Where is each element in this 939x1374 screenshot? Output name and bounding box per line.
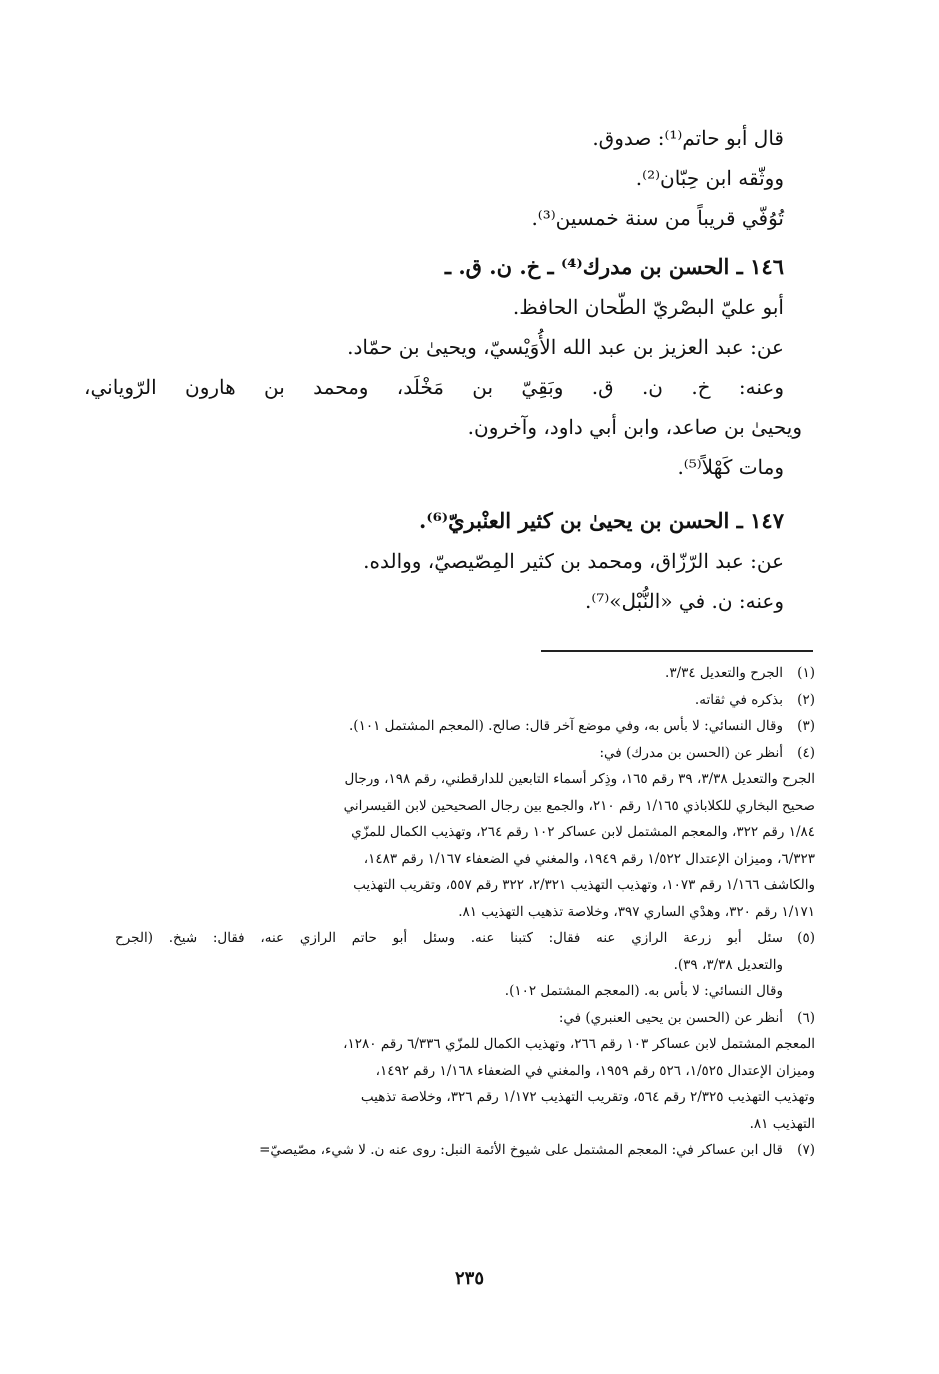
footnote: [115, 687, 815, 714]
footnote-number: (٢): [797, 691, 815, 708]
footnote-line: أنظر عن (الحسن بن مدرك) في:: [599, 744, 783, 761]
footnote-line: أنظر عن (الحسن بن يحيى العنبري) في:: [558, 1009, 783, 1026]
text-line: عن: عبد العزيز بن عبد الله الأُوَيْسيّ، ويحيىٰ بن حمّاد.: [347, 335, 784, 359]
footnote-line: بذكره في ثقاته.: [694, 691, 783, 708]
text-line: ويحيىٰ بن صاعد، وابن أبي داود، وآخرون.: [467, 415, 802, 439]
main-text: [84, 118, 802, 621]
text-line: ووثّقه ابن حِبّان⁽²⁾.: [635, 166, 784, 190]
footnotes: [115, 660, 815, 1164]
footnote: [115, 1005, 815, 1032]
footnote-line: قال ابن عساكر في: المعجم المشتمل على شيوخ الأئمة النبل: روى عنه ن. لا شيء، مصّيصيّ=: [259, 1142, 783, 1158]
footnote-number: (٧): [797, 1142, 815, 1158]
footnote-line: المعجم المشتمل لابن عساكر ١٠٣ رقم ٢٦٦، وتهذيب الكمال للمزّي ٦/٣٣٦ رقم ١٢٨٠،: [343, 1036, 815, 1052]
footnote-body: [115, 766, 815, 925]
footnote-line: وقال النسائي: لا بأس به. (المعجم المشتمل ١٠٢).: [504, 983, 783, 999]
text-line: قال أبو حاتم⁽¹⁾: صدوق.: [592, 126, 784, 150]
footnote-line: وتهذيب التهذيب ٢/٣٢٥ رقم ٥٦٤، وتقريب التهذيب ١/١٧٢ رقم ٣٢٦، وخلاصة تذهيب: [360, 1089, 815, 1105]
footnote: [115, 1137, 815, 1164]
footnote-line: ١/٨٤ رقم ٣٢٢، والمعجم المشتمل لابن عساكر ١٠٢ رقم ٢٦٤، وتهذيب الكمال للمزّي: [351, 824, 815, 840]
footnote-body: [115, 1031, 815, 1137]
footnote: [115, 740, 815, 767]
footnote-line: الجرح والتعديل ٣/٣٨، ٣٩ رقم ١٦٥، وذِكر أسماء التابعين للدارقطني، رقم ١٩٨، ورجال: [344, 771, 815, 787]
footnote-line: ٦/٣٢٣، وميزان الإعتدال ١/٥٢٢ رقم ١٩٤٩، والمغني في الضعفاء ١/١٦٧ رقم ١٤٨٣،: [363, 850, 815, 867]
page-number: ٢٣٥: [454, 1268, 484, 1289]
footnote-line: سئل أبو زرعة الرازي عنه فقال: كتبنا عنه. وسئل أبو حاتم الرازي عنه، فقال: شيخ. (الجرح: [115, 930, 783, 946]
footnote: [115, 925, 815, 1005]
footnote-line: صحيح البخاري للكلاباذي ١/١٦٥ رقم ٢١٠، والجمع بين رجال الصحيحين لابن القيسراني: [343, 797, 815, 814]
footnote-number: (١): [797, 665, 815, 681]
footnote-number: (٣): [797, 718, 815, 734]
footnote-line: وقال النسائي: لا بأس به، وفي موضع آخر قال: صالح. (المعجم المشتمل ١٠١).: [349, 718, 783, 734]
footnote: [115, 660, 815, 687]
footnote-line: والكاشف ١/١٦٦ رقم ١٠٧٣، وتهذيب التهذيب ٢/٣٢١، ٣٢٢ رقم ٥٥٧، وتقريب التهذيب: [353, 877, 815, 893]
footnote-line: والتعديل ٣/٣٨، ٣٩).: [673, 956, 783, 973]
text-line: تُوُفّي قريباً من سنة خمسين⁽³⁾.: [531, 206, 784, 230]
footnote-line: التهذيب ٨١.: [749, 1115, 815, 1132]
footnote-number: (٦): [797, 1009, 815, 1026]
entry-147-heading: ١٤٧ ـ الحسن بن يحيىٰ بن كثير العنْبريّ⁽⁶⁾.: [419, 508, 784, 533]
text-line: أبو عليّ البصْريّ الطّحان الحافظ.: [512, 295, 784, 319]
footnote-line: الجرح والتعديل ٣/٣٤.: [665, 665, 783, 681]
footnote-line: وميزان الإعتدال ١/٥٢٥، ٥٢٦ رقم ١٩٥٩، والمغني في الضعفاء ١/١٦٨ رقم ١٤٩٢،: [375, 1062, 815, 1079]
footnote-number: (٥): [797, 930, 815, 946]
entry-146-heading: ١٤٦ ـ الحسن بن مدرك⁽⁴⁾ ـ خ. ن. ق. ـ: [444, 254, 784, 279]
footnote-number: (٤): [797, 744, 815, 761]
text-line: وعنه: خ. ن. ق. وبَقِيّ بن مَخْلَد، ومحمد بن هارون الرّوياني،: [84, 375, 784, 399]
text-line: عن: عبد الرّزّاق، ومحمد بن كثير المِصّيصيّ، ووالده.: [363, 549, 784, 573]
footnote-line: ١/١٧١ رقم ٣٢٠، وهدْي الساري ٣٩٧، وخلاصة تذهيب التهذيب ٨١.: [458, 903, 815, 920]
text-line: ومات كَهْلاً⁽⁵⁾.: [677, 455, 784, 479]
text-line: وعنه: ن. في «النُّبْل»⁽⁷⁾.: [585, 589, 784, 613]
footnote-separator: [541, 650, 813, 652]
footnote: [115, 713, 815, 740]
